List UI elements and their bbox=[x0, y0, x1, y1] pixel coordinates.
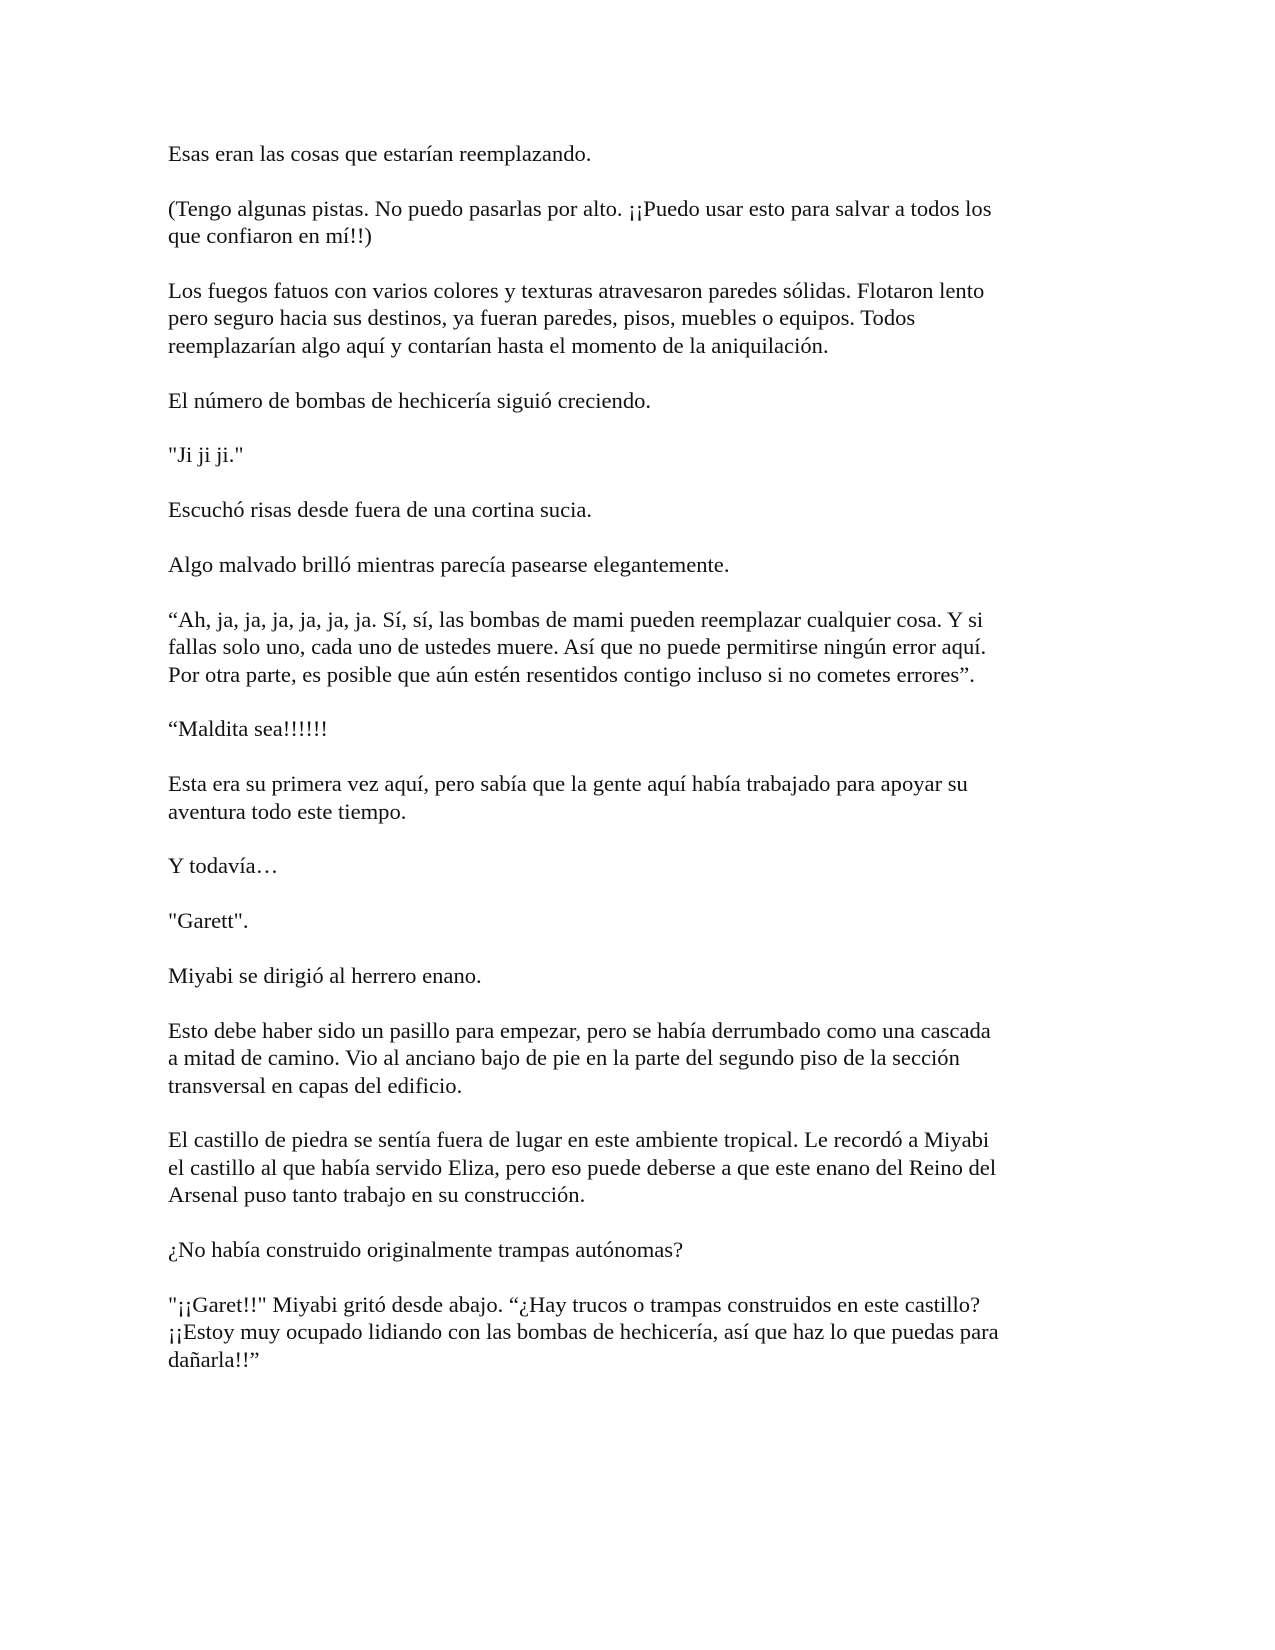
paragraph-6: Escuchó risas desde fuera de una cortina sucia. bbox=[168, 497, 593, 523]
paragraph-1: Esas eran las cosas que estarían reemplazando. bbox=[168, 141, 592, 166]
paragraph-8: “Ah, ja, ja, ja, ja, ja, ja. Sí, sí, las bombas de mami pueden reemplazar cualquier cosa. Y si fallas solo uno, cada uno de ustedes muere. Así que no puede permitirse ningún error aquí. Por otra parte, es posible que aún estén resentidos contigo incluso si no cometes errores”. bbox=[168, 606, 987, 687]
paragraph-12: "Garett". bbox=[168, 908, 249, 934]
paragraph-7: Algo malvado brilló mientras parecía pasearse elegantemente. bbox=[168, 552, 730, 577]
paragraph-16: ¿No había construido originalmente trampas autónomas? bbox=[168, 1237, 684, 1263]
paragraph-15: El castillo de piedra se sentía fuera de lugar en este ambiente tropical. Le recordó a Miyabi el castillo al que había servido Eliza, pero eso puede deberse a que este enano del Reino del Arsenal puso tanto trabajo en su construcción. bbox=[168, 1127, 997, 1208]
paragraph-10: Esta era su primera vez aquí, pero sabía que la gente aquí había trabajado para apoyar su aventura todo este tiempo. bbox=[168, 771, 968, 824]
paragraph-11: Y todavía… bbox=[168, 853, 279, 879]
paragraph-9: “Maldita sea!!!!!! bbox=[168, 716, 328, 742]
paragraph-5: "Ji ji ji." bbox=[168, 442, 244, 468]
paragraph-17: "¡¡Garet!!" Miyabi gritó desde abajo. “¿Hay trucos o trampas construidos en este castillo? ¡¡Estoy muy ocupado lidiando con las bombas de hechicería, así que haz lo que puedas para dañarla!!” bbox=[168, 1291, 999, 1372]
paragraph-14: Esto debe haber sido un pasillo para empezar, pero se había derrumbado como una cascada a mitad de camino. Vio al anciano bajo de pie en la parte del segundo piso de la sección transversal en capas del edificio. bbox=[168, 1017, 991, 1098]
paragraph-13: Miyabi se dirigió al herrero enano. bbox=[168, 963, 482, 988]
paragraph-2: (Tengo algunas pistas. No puedo pasarlas por alto. ¡¡Puedo usar esto para salvar a todos los que confiaron en mí!!) bbox=[168, 195, 992, 249]
document-body bbox=[168, 140, 1068, 1400]
paragraph-3: Los fuegos fatuos con varios colores y texturas atravesaron paredes sólidas. Flotaron lento pero seguro hacia sus destinos, ya fueran paredes, pisos, muebles o equipos. Todos reemplazarían algo aquí y contarían hasta el momento de la aniquilación. bbox=[168, 278, 985, 358]
paragraph-4: El número de bombas de hechicería siguió creciendo. bbox=[168, 387, 652, 413]
